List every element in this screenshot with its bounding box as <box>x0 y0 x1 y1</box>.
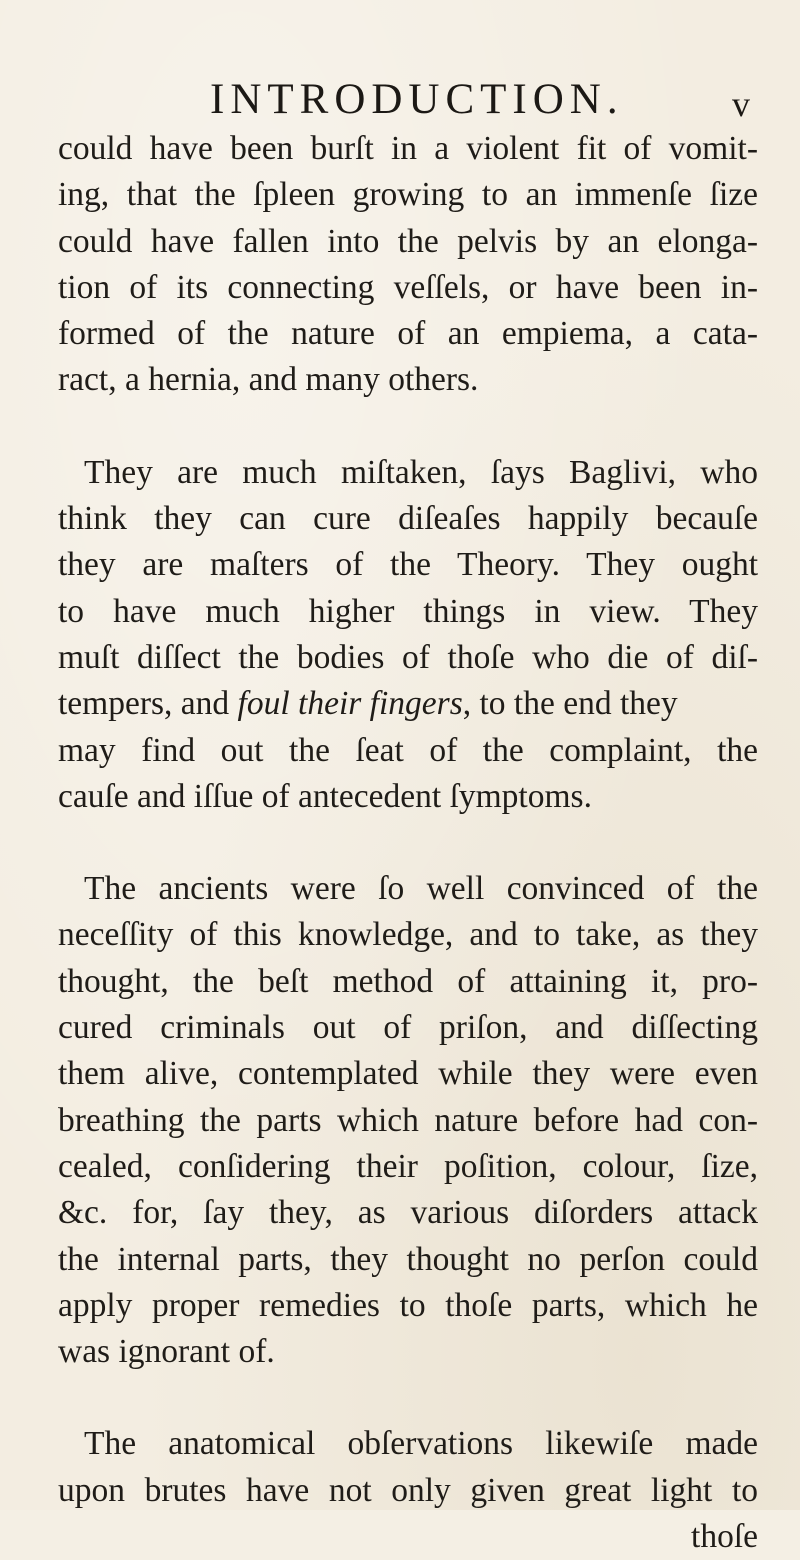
paragraph-gap <box>58 404 758 450</box>
text-line-mixed <box>58 681 758 727</box>
text-line: formed of the nature of an empiema, a cata- <box>58 315 758 353</box>
paragraph-2 <box>58 450 758 820</box>
text-line: they are maſters of the Theory. They ought <box>58 546 758 584</box>
text-line: tion of its connecting veſſels, or have been in- <box>58 268 758 306</box>
paragraph-3 <box>58 866 758 1375</box>
text-line: them alive, contemplated while they were even <box>58 1055 758 1093</box>
text-line: could have been burſt in a violent fit of vomit- <box>58 130 758 167</box>
catchword: thoſe <box>691 1518 758 1556</box>
text-line: The ancients were ſo well convinced of the <box>84 870 758 908</box>
text-line: They are much miſtaken, ſays Baglivi, who <box>84 453 758 491</box>
text-line: the internal parts, they thought no perſon could <box>58 1240 758 1278</box>
paragraph-4 <box>58 1421 758 1514</box>
paragraph-gap <box>58 820 758 866</box>
text-line: apply proper remedies to thoſe parts, which he <box>58 1286 758 1324</box>
paragraph-gap <box>58 1375 758 1421</box>
paragraph-1 <box>58 126 758 404</box>
text-line: cealed, conſidering their poſition, colour, ſize, <box>58 1147 758 1185</box>
text-line: could have fallen into the pelvis by an elonga- <box>58 222 758 260</box>
running-head <box>0 78 800 122</box>
text-line: ing, that the ſpleen growing to an immenſe ſize <box>58 176 758 214</box>
text-line: The anatomical obſervations likewiſe made <box>84 1425 758 1463</box>
text-line: cauſe and iſſue of antecedent ſymptoms. <box>58 777 592 815</box>
text-line: upon brutes have not only given great light to <box>58 1471 758 1509</box>
text-line: think they can cure diſeaſes happily becauſe <box>58 500 758 538</box>
italic-phrase: foul their fingers <box>237 685 463 723</box>
text-line: ract, a hernia, and many others. <box>58 361 479 399</box>
text-line: neceſſity of this knowledge, and to take, as they <box>58 916 758 954</box>
text-line: may find out the ſeat of the complaint, the <box>58 731 758 769</box>
page-number: v <box>732 84 750 124</box>
text-line: thought, the beſt method of attaining it, pro- <box>58 962 758 1000</box>
text-line: to have much higher things in view. They <box>58 592 758 630</box>
text-line: &c. for, ſay they, as various diſorders attack <box>58 1194 758 1232</box>
text-run: tempers, and <box>58 685 230 723</box>
text-run: , to the end they <box>462 685 678 723</box>
body-text <box>58 126 758 1560</box>
text-line: muſt diſſect the bodies of thoſe who die of diſ- <box>58 638 758 676</box>
text-line: breathing the parts which nature before had con- <box>58 1101 758 1139</box>
text-line: cured criminals out of priſon, and diſſecting <box>58 1009 758 1047</box>
text-line: was ignorant of. <box>58 1333 275 1371</box>
running-head-title: INTRODUCTION. <box>210 76 624 123</box>
